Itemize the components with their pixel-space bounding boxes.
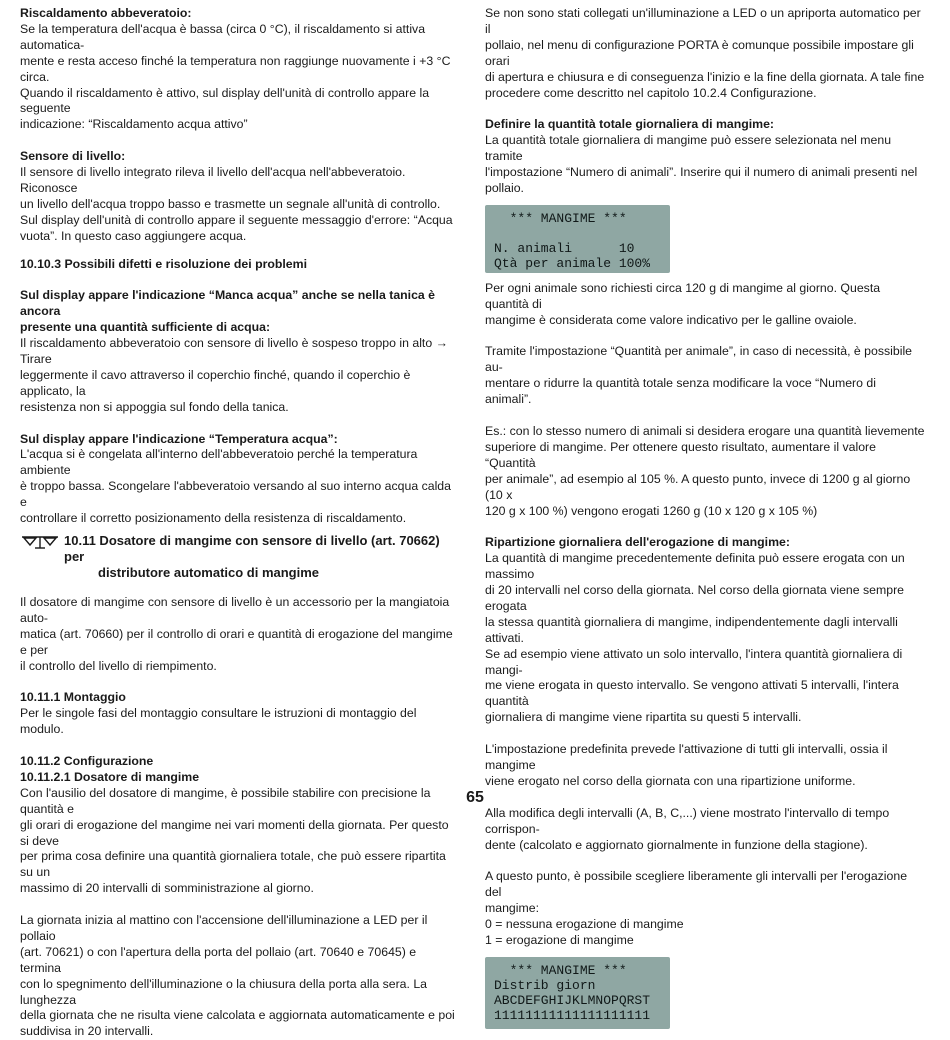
text-line: per animale”, ad esempio al 105 %. A questo punto, invece di 1200 g al giorno (10 x — [485, 471, 911, 502]
text-line: L'acqua si è congelata all'interno dell'abbeveratoio perché la temperatura ambiente — [20, 447, 418, 478]
section-heading-10-10-3: 10.10.3 Possibili difetti e risoluzione dei problemi — [20, 256, 308, 271]
text-line — [494, 226, 661, 241]
text-line: *** MANGIME *** — [494, 210, 627, 226]
heading-quantita-totale: Definire la quantità totale giornaliera di mangime: — [485, 117, 775, 132]
text-line: La quantità totale giornaliera di mangime può essere selezionata nel menu tramite — [485, 133, 892, 164]
left-column — [20, 6, 460, 1040]
text-line: La quantità di mangime precedentemente definita può essere erogata con un massimo — [485, 551, 905, 582]
text-line: Distrib giorn — [494, 977, 596, 993]
para-dosatore-intro — [20, 595, 460, 675]
text-line: mangime è considerata come valore indicativo per le galline ovaiole. — [485, 312, 857, 327]
heading-montaggio: 10.11.1 Montaggio — [20, 690, 126, 705]
text-line: con lo spegnimento dell'illuminazione o la chiusura della porta alla sera. La lunghezza — [20, 976, 428, 1007]
para-giornata — [20, 913, 460, 1040]
para-intro — [485, 6, 925, 101]
text-line: Quando il riscaldamento è attivo, sul display dell'unità di controllo appare la seguente — [20, 85, 430, 116]
text-line: 120 g x 100 %) vengono erogati 1260 g (10 x 120 g x 105 %) — [485, 503, 818, 518]
text-line: *** MANGIME *** — [494, 962, 627, 978]
text-line: suddivisa in 20 intervalli. — [20, 1024, 154, 1039]
text-line: la stessa quantità giornaliera di mangime, indipendentemente dagli intervalli attivati. — [485, 614, 898, 645]
text-line: di apertura e chiusura e di conseguenza l'inizio e la fine della giornata. A tale fine — [485, 69, 925, 84]
text-line: Per ogni animale sono richiesti circa 120 g di mangime al giorno. Questa quantità di — [485, 280, 881, 311]
text-line: gli orari di erogazione del mangime nei vari momenti della giornata. Per questo si deve — [20, 817, 449, 848]
text-line: Sul display appare l'indicazione “Manca acqua” anche se nella tanica è ancora — [20, 288, 436, 319]
heading-level-sensor: Sensore di livello: — [20, 149, 126, 164]
text-line: 11111111111111111111 — [494, 1007, 651, 1023]
text-line: Il riscaldamento abbeveratoio con sensore di livello è sospeso troppo in alto → Tirare — [20, 336, 448, 366]
text-line: leggermente il cavo attraverso il coperchio finché, quando il coperchio è applicato, la — [20, 367, 411, 398]
para-esempio — [485, 424, 925, 519]
text-line: controllare il corretto posizionamento della resistenza di riscaldamento. — [20, 511, 407, 526]
right-column — [485, 6, 925, 1029]
text-line: indicazione: “Riscaldamento acqua attivo” — [20, 117, 248, 132]
para-temperatura — [20, 447, 460, 527]
text-line: me viene erogata in questo intervallo. Se vengono attivati 5 intervalli, l'intera quantità — [485, 678, 899, 709]
heading-configurazione: 10.11.2 Configurazione — [20, 753, 154, 768]
text-line: il controllo del livello di riempimento. — [20, 658, 217, 673]
text-line: matica (art. 70660) per il controllo di orari e quantità di erogazione del mangime e per — [20, 626, 453, 657]
para-manca-acqua — [20, 336, 460, 416]
text-line: presente una quantità sufficiente di acqua: — [20, 320, 271, 335]
heading-manca-acqua — [20, 288, 460, 336]
heading-dosatore: 10.11.2.1 Dosatore di mangime — [20, 769, 200, 784]
para-tramite — [485, 344, 925, 408]
text-line: La giornata inizia al mattino con l'accensione dell'illuminazione a LED per il pollaio — [20, 913, 428, 943]
lcd-display-mangime — [485, 205, 670, 273]
text-line: resistenza non si appoggia sul fondo della tanica. — [20, 399, 289, 414]
text-line: vuota”. In questo caso aggiungere acqua. — [20, 228, 247, 243]
text-line: ABCDEFGHIJKLMNOPQRST — [494, 992, 651, 1008]
heading-heating: Riscaldamento abbeveratoio: — [20, 6, 192, 20]
para-heating — [20, 22, 460, 133]
para-ripartizione — [485, 551, 925, 726]
text-line: Il sensore di livello integrato rileva il livello dell'acqua nell'abbeveratoio. Riconosce — [20, 165, 406, 195]
text-line: L'impostazione predefinita prevede l'attivazione di tutti gli intervalli, ossia il mangime — [485, 742, 888, 772]
text-line: l'impostazione “Numero di animali”. Inserire qui il numero di animali presenti nel pollaio. — [485, 165, 918, 195]
text-line: Se non sono stati collegati un'illuminazione a LED o un apriporta automatico per il — [485, 6, 921, 36]
scale-feeder-icon — [20, 533, 60, 551]
text-line: Tramite l'impostazione “Quantità per animale”, in caso di necessità, è possibile au- — [485, 344, 913, 375]
text-line: Es.: con lo stesso numero di animali si desidera erogare una quantità lievemente — [485, 423, 925, 438]
heading-10-11-line2: distributore automatico di mangime — [98, 564, 320, 580]
text-line: Sul display dell'unità di controllo appare il seguente messaggio d'errore: “Acqua — [20, 212, 453, 227]
text-line: Se la temperatura dell'acqua è bassa (circa 0 °C), il riscaldamento si attiva automatica- — [20, 21, 426, 52]
para-scelta-intervalli — [485, 869, 925, 949]
text-line: A questo punto, è possibile scegliere liberamente gli intervalli per l'erogazione del — [485, 869, 908, 900]
text-line: mangime: — [485, 901, 539, 916]
heading-ripartizione: Ripartizione giornaliera dell'erogazione di mangime: — [485, 535, 790, 550]
page-number: 65 — [466, 789, 484, 806]
para-montaggio: Per le singole fasi del montaggio consultare le istruzioni di montaggio del modulo. — [20, 706, 417, 737]
text-line: mente e resta acceso finché la temperatura non raggiunge nuovamente i +3 °C circa. — [20, 53, 451, 84]
text-line: (art. 70621) o con l'apertura della porta del pollaio (art. 70640 e 70645) e termina — [20, 944, 417, 975]
lcd-display-distribuzione — [485, 957, 670, 1029]
text-line: massimo di 20 intervalli di somministrazione al giorno. — [20, 881, 314, 896]
heading-10-11-line1: 10.11 Dosatore di mangime con sensore di livello (art. 70662) per — [64, 532, 440, 564]
para-predefinita — [485, 742, 925, 790]
text-line: N. animali 10 — [494, 240, 635, 256]
text-line: della giornata che ne risulta viene calcolata e aggiornata automaticamente e poi — [20, 1008, 455, 1023]
text-line: per prima cosa definire una quantità giornaliera totale, che può essere ripartita su un — [20, 849, 446, 880]
text-line: dente (calcolato e aggiornato giornalmente in funzione della stagione). — [485, 837, 868, 852]
para-per-ogni-animale — [485, 281, 925, 329]
text-line: Il dosatore di mangime con sensore di livello è un accessorio per la mangiatoia auto- — [20, 594, 450, 625]
text-line: procedere come descritto nel capitolo 10.2.4 Configurazione. — [485, 85, 817, 100]
text-line: Con l'ausilio del dosatore di mangime, è possibile stabilire con precisione la quantità e — [20, 785, 431, 816]
text-line: di 20 intervalli nel corso della giornata. Nel corso della giornata viene sempre erogata — [485, 583, 905, 613]
para-modifica-intervalli — [485, 806, 925, 854]
text-line: è troppo bassa. Scongelare l'abbeveratoio versando al suo interno acqua calda e — [20, 479, 451, 510]
text-line: superiore di mangime. Per ottenere questo risultato, aumentare il valore “Quantità — [485, 439, 876, 470]
text-line: 0 = nessuna erogazione di mangime — [485, 917, 684, 932]
text-line: Qtà per animale 100% — [494, 255, 651, 271]
text-line: viene erogato nel corso della giornata con una ripartizione uniforme. — [485, 773, 856, 788]
text-line: giornaliera di mangime viene ripartita su questi 5 intervalli. — [485, 710, 802, 725]
text-line: pollaio, nel menu di configurazione PORTA è comunque possibile impostare gli orari — [485, 37, 914, 68]
text-line: 1 = erogazione di mangime — [485, 932, 634, 947]
text-line: Alla modifica degli intervalli (A, B, C,...) viene mostrato l'intervallo di tempo corrispon- — [485, 805, 890, 836]
text-line: un livello dell'acqua troppo basso e trasmette un segnale all'unità di controllo. — [20, 196, 441, 211]
para-quantita-totale — [485, 133, 925, 197]
section-heading-10-11 — [20, 533, 460, 581]
text-line: Se ad esempio viene attivato un solo intervallo, l'intera quantità giornaliera di mangi- — [485, 646, 903, 677]
text-line: mentare o ridurre la quantità totale senza modificare la voce “Numero di animali”. — [485, 376, 876, 407]
heading-temperatura: Sul display appare l'indicazione “Temperatura acqua”: — [20, 431, 338, 446]
para-level-sensor — [20, 165, 460, 245]
